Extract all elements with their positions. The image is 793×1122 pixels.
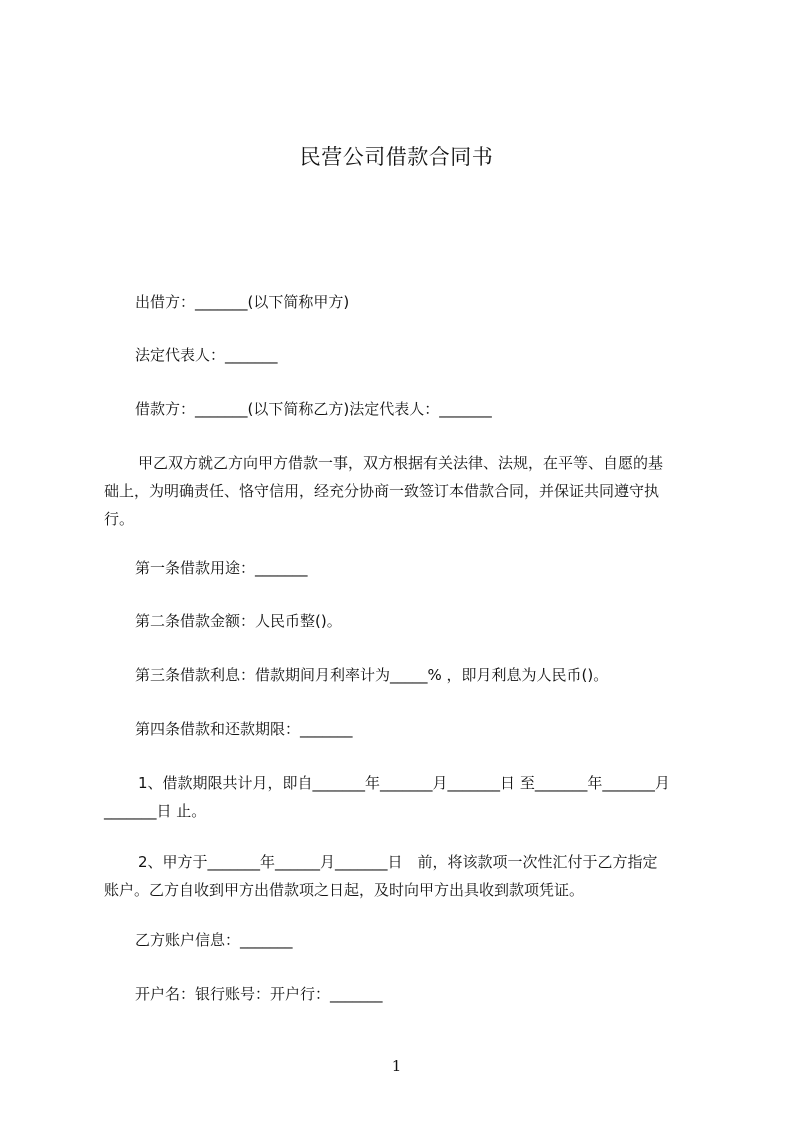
term-1-paragraph <box>104 769 704 825</box>
term-2-line-1: 2、甲方于_______年______月_______日 前，将该款项一次性汇付于乙方指定 <box>138 853 658 871</box>
article-3-interest: 第三条借款利息：借款期间月利率计为_____% ，即月利息为人民币()。 <box>135 666 609 684</box>
term-1-line-2: _______日 止。 <box>104 802 207 820</box>
preamble-paragraph <box>104 449 704 533</box>
term-1-line-1: 1、借款期限共计月，即自_______年_______月_______日 至_______年_______月 <box>138 774 670 792</box>
lender-representative-line: 法定代表人：_______ <box>135 346 278 364</box>
term-2-paragraph <box>104 848 704 904</box>
article-1-purpose: 第一条借款用途：_______ <box>135 559 308 577</box>
preamble-line-2: 础上，为明确责任、恪守信用，经充分协商一致签订本借款合同，并保证共同遵守执 <box>104 482 660 500</box>
article-4-term: 第四条借款和还款期限：_______ <box>135 720 353 738</box>
borrower-account-info: 乙方账户信息：_______ <box>135 931 293 949</box>
lender-line: 出借方：_______(以下简称甲方) <box>135 293 350 311</box>
page-number: 1 <box>391 1057 402 1075</box>
account-fields: 开户名：银行账号：开户行：_______ <box>135 985 383 1003</box>
document-title: 民营公司借款合同书 <box>299 145 494 169</box>
article-2-amount: 第二条借款金额：人民币整()。 <box>135 612 342 630</box>
borrower-line: 借款方：_______(以下简称乙方)法定代表人：_______ <box>135 400 492 418</box>
preamble-line-3: 行。 <box>104 510 135 528</box>
preamble-line-1: 甲乙双方就乙方向甲方借款一事，双方根据有关法律、法规，在平等、自愿的基 <box>138 454 664 472</box>
term-2-line-2: 账户。乙方自收到甲方出借款项之日起，及时向甲方出具收到款项凭证。 <box>104 881 585 899</box>
